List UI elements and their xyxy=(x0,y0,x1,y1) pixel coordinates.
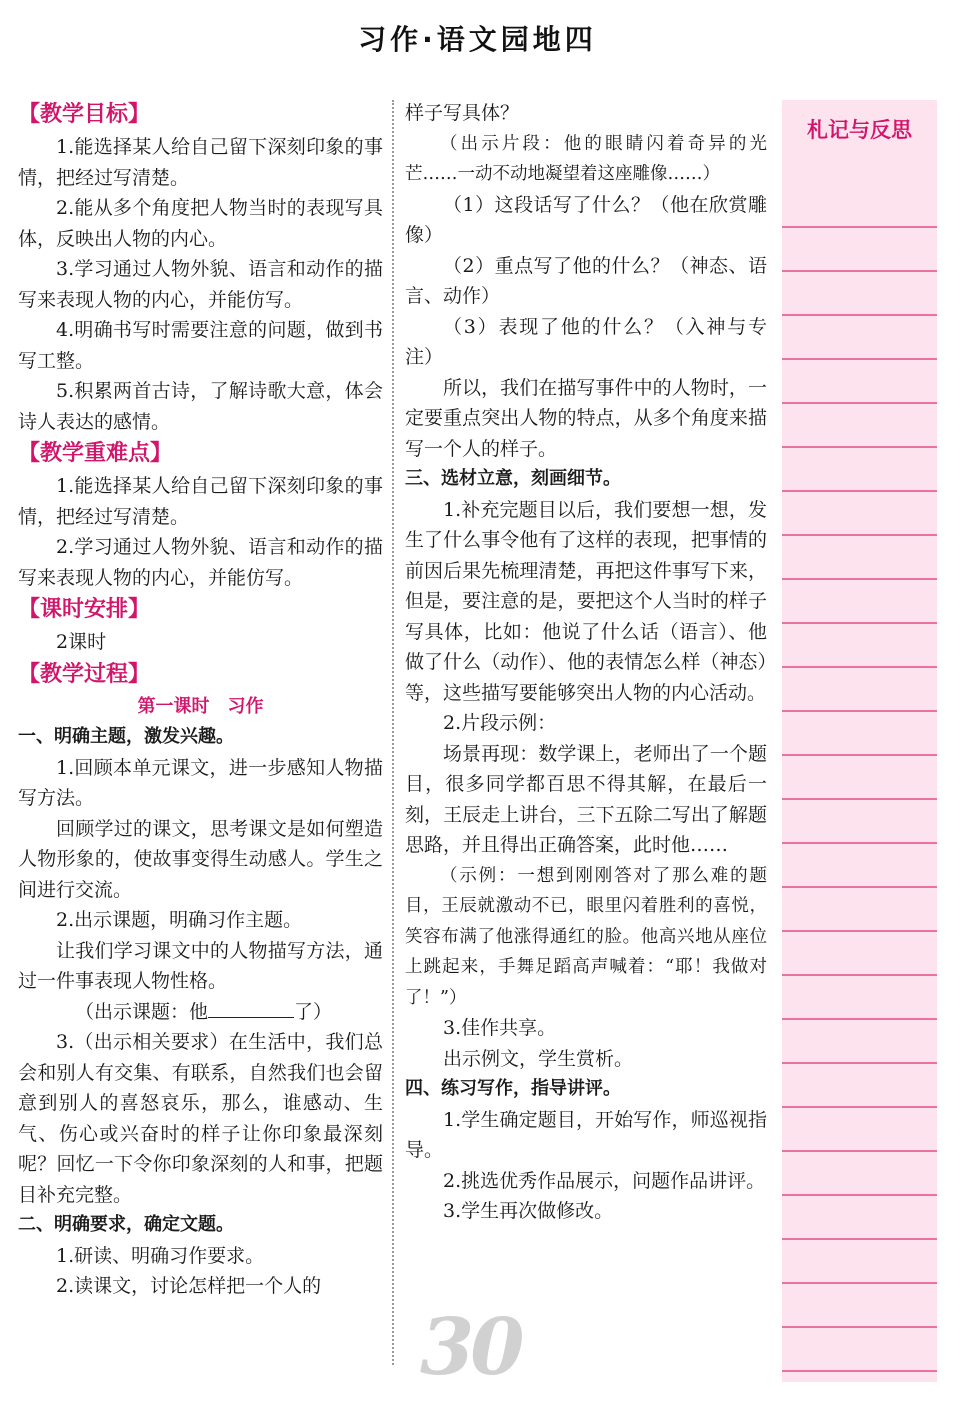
notes-sidebar xyxy=(782,100,937,1382)
paragraph: （1）这段话写了什么？（他在欣赏雕像） xyxy=(405,193,767,246)
lesson-heading: 第一课时 习作 xyxy=(137,695,264,717)
topic-fill-blank xyxy=(18,997,383,1028)
paragraph: 2.学习通过人物外貌、语言和动作的描写来表现人物的内心，并能仿写。 xyxy=(18,536,383,589)
paragraph: 3.学习通过人物外貌、语言和动作的描写来表现人物的内心，并能仿写。 xyxy=(18,258,383,311)
blank-prefix: （出示课题：他 xyxy=(75,1000,209,1023)
paragraph: 1.回顾本单元课文，进一步感知人物描写方法。 xyxy=(18,756,383,809)
section-heading: 【教学过程】 xyxy=(18,661,151,687)
section-heading: 【教学重难点】 xyxy=(18,441,173,466)
paragraph: 3.学生再次做修改。 xyxy=(443,1200,614,1222)
paragraph: 1.补充完题目以后，我们要想一想，发生了什么事令他有了这样的表现，把事情的前因后果先梳理清楚，再把这件事写下来，但是，要注意的是，要把这个人当时的样子写具体，比如：他说了什么话（语言）、他做了什么（动作）、他的表情怎么样（神态）等，这些描写要能够突出人物的内心活动。 xyxy=(405,498,767,704)
paragraph: （3）表现了他的什么？（入神与专注） xyxy=(405,315,767,368)
example-paragraph: （出示片段：他的眼睛闪着奇异的光芒……一动不动地凝望着这座雕像……） xyxy=(405,133,767,184)
step-heading: 一、明确主题，激发兴趣。 xyxy=(18,726,234,747)
paragraph: 2.读课文，讨论怎样把一个人的 xyxy=(56,1275,322,1297)
paragraph: 2.片段示例： xyxy=(443,712,557,734)
paragraph: 1.学生确定题目，开始写作，师巡视指导。 xyxy=(405,1108,767,1161)
section-heading: 【教学目标】 xyxy=(18,102,151,127)
sidebar-title: 札记与反思 xyxy=(807,118,912,142)
blank-suffix: 了） xyxy=(294,1000,333,1023)
paragraph: 5.积累两首古诗，了解诗歌大意，体会诗人表达的感情。 xyxy=(18,380,383,433)
paragraph: 让我们学习课文中的人物描写方法，通过一件事表现人物性格。 xyxy=(18,939,383,992)
step-heading: 四、练习写作，指导讲评。 xyxy=(405,1078,621,1099)
paragraph: 1.研读、明确习作要求。 xyxy=(56,1244,265,1267)
step-heading: 三、选材立意，刻画细节。 xyxy=(405,468,621,489)
left-column xyxy=(18,98,383,1302)
paragraph: 所以，我们在描写事件中的人物时，一定要重点突出人物的特点，从多个角度来描写一个人的样子。 xyxy=(405,376,767,460)
section-heading: 【课时安排】 xyxy=(18,597,151,622)
paragraph: （2）重点写了他的什么？（神态、语言、动作） xyxy=(405,254,767,307)
paragraph: 出示例文，学生赏析。 xyxy=(443,1047,634,1070)
paragraph: 4.明确书写时需要注意的问题，做到书写工整。 xyxy=(18,319,383,372)
paragraph: 2.能从多个角度把人物当时的表现写具体，反映出人物的内心。 xyxy=(18,197,383,250)
middle-column xyxy=(405,98,767,1227)
page-number: 30 xyxy=(420,1302,521,1393)
note-lines[interactable] xyxy=(782,184,937,1374)
paragraph: 3.佳作共享。 xyxy=(443,1017,557,1039)
paragraph: 2.挑选优秀作品展示，问题作品讲评。 xyxy=(443,1169,766,1192)
step-heading: 二、明确要求，确定文题。 xyxy=(18,1214,234,1235)
page-title: 习作·语文园地四 xyxy=(358,23,597,56)
paragraph: 1.能选择某人给自己留下深刻印象的事情，把经过写清楚。 xyxy=(18,475,383,528)
paragraph: 场景再现：数学课上，老师出了一个题目，很多同学都百思不得其解，在最后一刻，王辰走上讲台，三下五除二写出了解题思路，并且得出正确答案，此时他…… xyxy=(405,742,767,856)
paragraph: 样子写具体？ xyxy=(405,102,520,124)
example-paragraph: （示例：一想到刚刚答对了那么难的题目，王辰就激动不已，眼里闪着胜利的喜悦，笑容布满了他涨得通红的脸。他高兴地从座位上跳起来，手舞足蹈高声喊着：“耶！我做对了！”） xyxy=(405,865,767,1008)
paragraph: 1.能选择某人给自己留下深刻印象的事情，把经过写清楚。 xyxy=(18,136,383,189)
paragraph: 3.（出示相关要求）在生活中，我们总会和别人有交集、有联系，自然我们也会留意到别人的喜怒哀乐，那么，谁感动、生气、伤心或兴奋时的样子让你印象最深刻呢？回忆一下令你印象深刻的人和事，把题目补充完整。 xyxy=(18,1031,383,1206)
paragraph: 2.出示课题，明确习作主题。 xyxy=(56,909,303,931)
blank-line xyxy=(208,999,294,1018)
paragraph: 回顾学过的课文，思考课文是如何塑造人物形象的，使故事变得生动感人。学生之间进行交流。 xyxy=(18,817,383,901)
paragraph: 2课时 xyxy=(56,631,107,653)
column-divider xyxy=(392,100,394,1365)
